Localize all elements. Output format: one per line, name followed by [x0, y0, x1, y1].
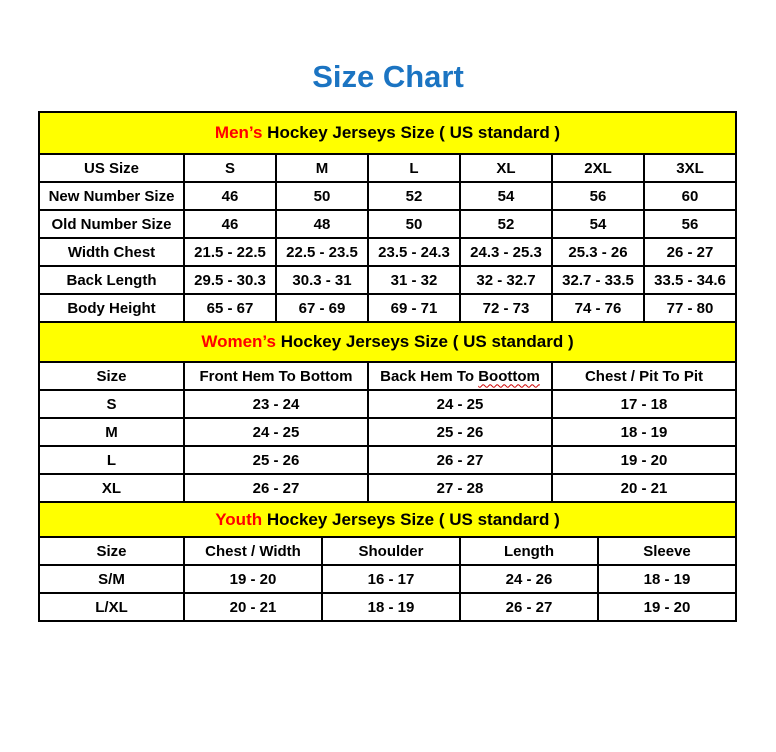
womens-table-title-rest: Hockey Jerseys Size ( US standard ) — [275, 332, 574, 352]
column-header: Length — [460, 537, 598, 565]
size-cell: 31 - 32 — [368, 266, 460, 294]
column-header: Sleeve — [598, 537, 736, 565]
row-label: Width Chest — [39, 238, 184, 266]
table-row — [39, 238, 736, 266]
column-header: S — [184, 154, 276, 182]
youth-size-table — [38, 501, 737, 622]
mens-table-title — [39, 112, 736, 154]
row-label: XL — [39, 474, 184, 502]
size-cell: 23.5 - 24.3 — [368, 238, 460, 266]
size-cell: 67 - 69 — [276, 294, 368, 322]
size-cell: 77 - 80 — [644, 294, 736, 322]
size-cell: 19 - 20 — [598, 593, 736, 621]
column-header: Chest / Pit To Pit — [552, 362, 736, 390]
table-row — [39, 294, 736, 322]
column-header: M — [276, 154, 368, 182]
size-cell: 50 — [276, 182, 368, 210]
table-row — [39, 182, 736, 210]
size-cell: 26 - 27 — [644, 238, 736, 266]
size-cell: 56 — [644, 210, 736, 238]
table-row — [39, 474, 736, 502]
size-cell: 21.5 - 22.5 — [184, 238, 276, 266]
column-header: Size — [39, 362, 184, 390]
column-header: Shoulder — [322, 537, 460, 565]
size-cell: 16 - 17 — [322, 565, 460, 593]
size-cell: 48 — [276, 210, 368, 238]
youth-table-header-row — [39, 502, 736, 537]
column-header — [368, 362, 552, 390]
size-chart — [38, 111, 737, 622]
youth-table-title-highlight: Youth — [215, 509, 263, 529]
size-cell: 26 - 27 — [368, 446, 552, 474]
size-cell: 29.5 - 30.3 — [184, 266, 276, 294]
size-cell: 25 - 26 — [184, 446, 368, 474]
size-cell: 60 — [644, 182, 736, 210]
column-header: Front Hem To Bottom — [184, 362, 368, 390]
youth-column-header-row — [39, 537, 736, 565]
size-cell: 52 — [368, 182, 460, 210]
womens-table-title-highlight: Women’s — [201, 332, 276, 352]
table-row — [39, 593, 736, 621]
page-title: Size Chart — [312, 59, 464, 94]
size-cell: 17 - 18 — [552, 390, 736, 418]
size-cell: 46 — [184, 210, 276, 238]
youth-table-title-rest: Hockey Jerseys Size ( US standard ) — [262, 509, 560, 529]
column-header-text: Back Hem To — [380, 367, 475, 385]
row-label: S/M — [39, 565, 184, 593]
table-row — [39, 210, 736, 238]
row-label: S — [39, 390, 184, 418]
column-header: L — [368, 154, 460, 182]
mens-table-title-rest: Hockey Jerseys Size ( US standard ) — [262, 123, 561, 143]
table-row — [39, 446, 736, 474]
size-cell: 23 - 24 — [184, 390, 368, 418]
row-label: Back Length — [39, 266, 184, 294]
size-cell: 24.3 - 25.3 — [460, 238, 552, 266]
size-cell: 24 - 25 — [184, 418, 368, 446]
size-cell: 74 - 76 — [552, 294, 644, 322]
size-cell: 30.3 - 31 — [276, 266, 368, 294]
size-cell: 22.5 - 23.5 — [276, 238, 368, 266]
row-label: Old Number Size — [39, 210, 184, 238]
table-row — [39, 390, 736, 418]
mens-table-title-highlight: Men’s — [214, 123, 263, 143]
size-cell: 26 - 27 — [184, 474, 368, 502]
column-header: 2XL — [552, 154, 644, 182]
row-label: L — [39, 446, 184, 474]
size-cell: 33.5 - 34.6 — [644, 266, 736, 294]
size-cell: 69 - 71 — [368, 294, 460, 322]
size-cell: 50 — [368, 210, 460, 238]
size-cell: 19 - 20 — [184, 565, 322, 593]
size-cell: 19 - 20 — [552, 446, 736, 474]
size-cell: 32 - 32.7 — [460, 266, 552, 294]
column-header: US Size — [39, 154, 184, 182]
size-cell: 18 - 19 — [322, 593, 460, 621]
column-header: XL — [460, 154, 552, 182]
size-cell: 52 — [460, 210, 552, 238]
mens-size-table — [38, 111, 737, 323]
misspelled-word: Boottom — [478, 367, 540, 385]
womens-table-header-row — [39, 322, 736, 362]
size-cell: 24 - 25 — [368, 390, 552, 418]
size-cell: 20 - 21 — [552, 474, 736, 502]
column-header: Chest / Width — [184, 537, 322, 565]
size-cell: 56 — [552, 182, 644, 210]
womens-size-table — [38, 321, 737, 503]
size-cell: 54 — [460, 182, 552, 210]
size-cell: 18 - 19 — [598, 565, 736, 593]
row-label: L/XL — [39, 593, 184, 621]
size-cell: 26 - 27 — [460, 593, 598, 621]
youth-table-title — [39, 502, 736, 537]
size-cell: 25 - 26 — [368, 418, 552, 446]
size-cell: 72 - 73 — [460, 294, 552, 322]
row-label: M — [39, 418, 184, 446]
womens-column-header-row — [39, 362, 736, 390]
size-cell: 18 - 19 — [552, 418, 736, 446]
size-cell: 32.7 - 33.5 — [552, 266, 644, 294]
size-cell: 27 - 28 — [368, 474, 552, 502]
size-cell: 20 - 21 — [184, 593, 322, 621]
row-label: New Number Size — [39, 182, 184, 210]
womens-table-title — [39, 322, 736, 362]
size-cell: 46 — [184, 182, 276, 210]
row-label: Body Height — [39, 294, 184, 322]
column-header: 3XL — [644, 154, 736, 182]
table-row — [39, 418, 736, 446]
table-row — [39, 565, 736, 593]
table-row — [39, 266, 736, 294]
size-cell: 54 — [552, 210, 644, 238]
size-cell: 24 - 26 — [460, 565, 598, 593]
mens-table-header-row — [39, 112, 736, 154]
column-header: Size — [39, 537, 184, 565]
size-cell: 65 - 67 — [184, 294, 276, 322]
mens-column-header-row — [39, 154, 736, 182]
size-cell: 25.3 - 26 — [552, 238, 644, 266]
